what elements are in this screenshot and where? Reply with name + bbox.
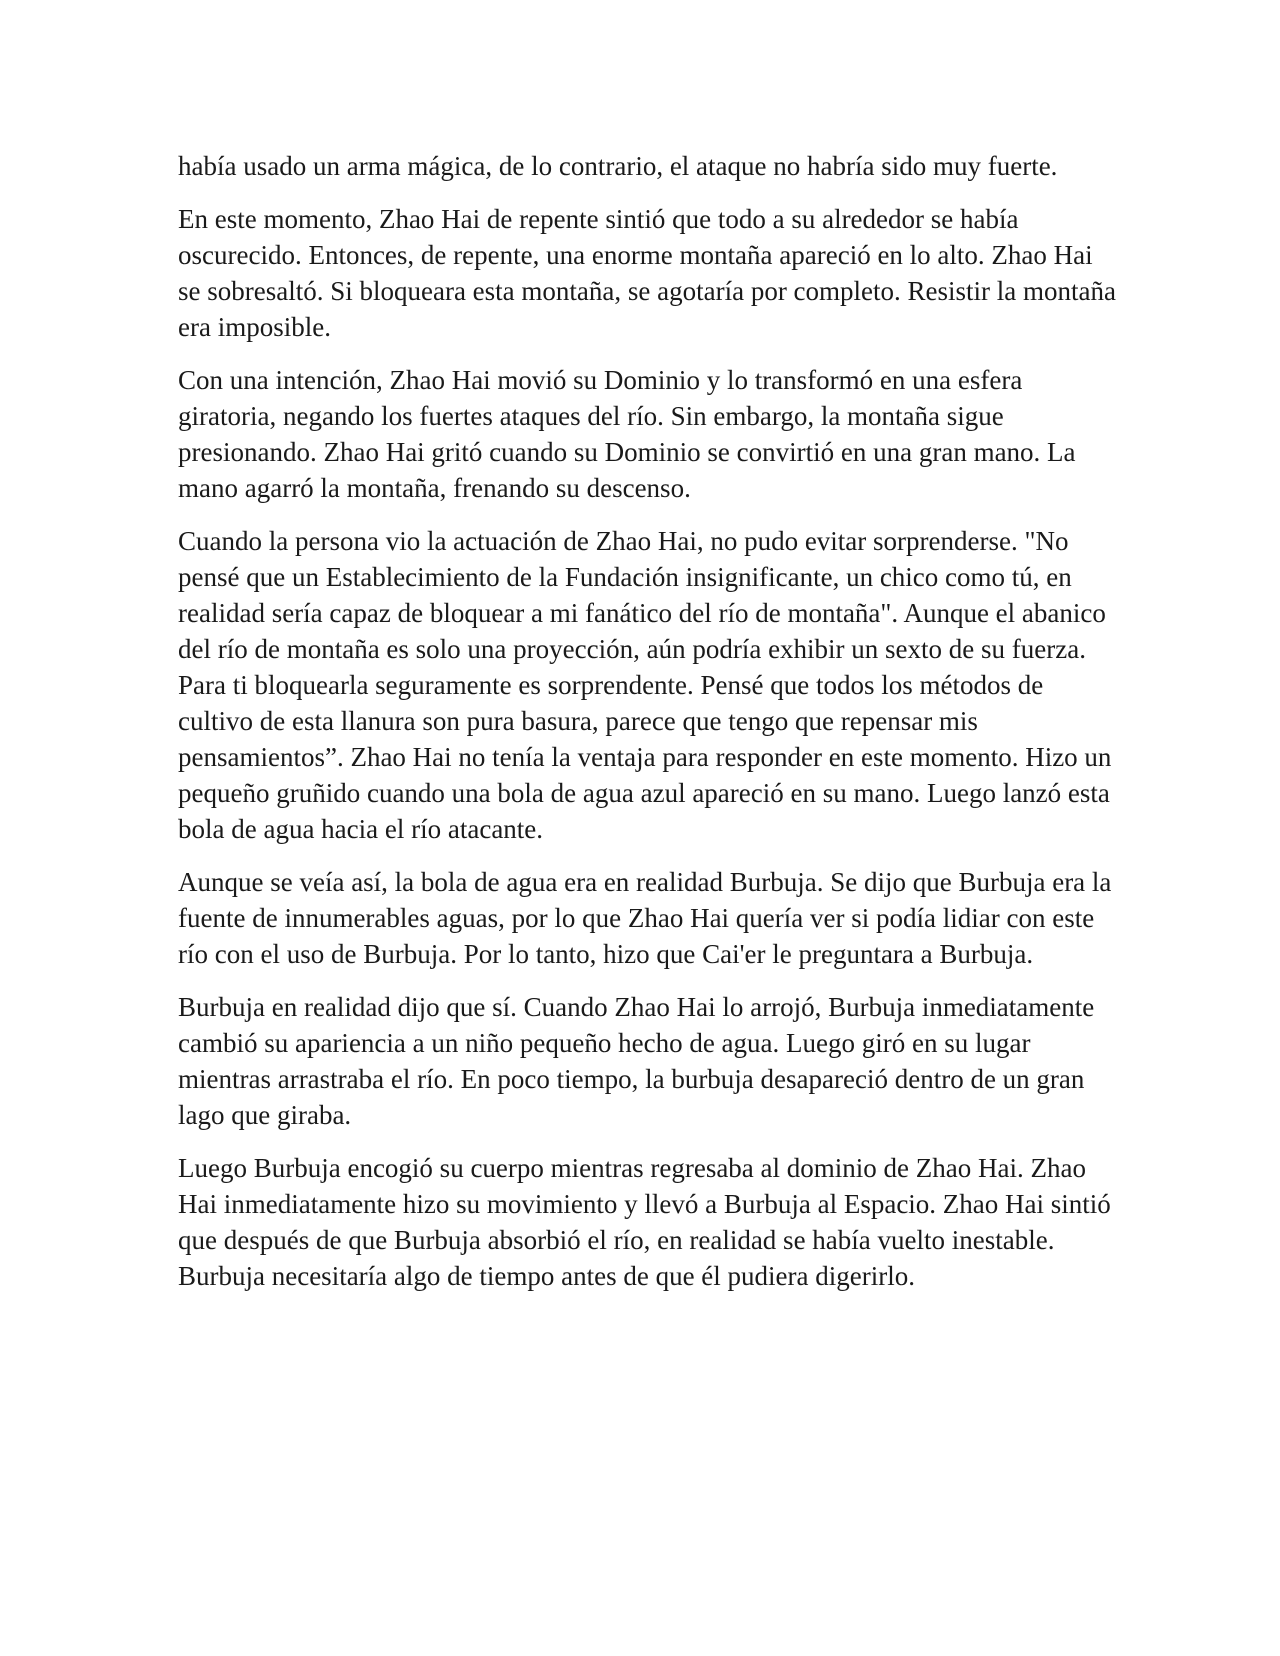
paragraph: Burbuja en realidad dijo que sí. Cuando Zhao Hai lo arrojó, Burbuja inmediatamente cambió su apariencia a un niño pequeño hecho de agua. Luego giró en su lugar mientras arrastraba el río. En poco tiempo, la burbuja desapareció dentro de un gran lago que giraba. xyxy=(178,992,1095,1130)
paragraph: Cuando la persona vio la actuación de Zhao Hai, no pudo evitar sorprenderse. "No pensé que un Establecimiento de la Fundación insignificante, un chico como tú, en realidad sería capaz de bloquear a mi fanático del río de montaña". Aunque el abanico del río de montaña es solo una proyección, aún podría exhibir un sexto de su fuerza. Para ti bloquearla seguramente es sorprendente. Pensé que todos los métodos de cultivo de esta llanura son pura basura, parece que tengo que repensar mis pensamientos”. Zhao Hai no tenía la ventaja para responder en este momento. Hizo un pequeño gruñido cuando una bola de agua azul apareció en su mano. Luego lanzó esta bola de agua hacia el río atacante. xyxy=(178,526,1112,844)
body-text xyxy=(178,148,1118,1311)
paragraph: En este momento, Zhao Hai de repente sintió que todo a su alrededor se había oscurecido. Entonces, de repente, una enorme montaña apareció en lo alto. Zhao Hai se sobresaltó. Si bloqueara esta montaña, se agotaría por completo. Resistir la montaña era imposible. xyxy=(178,204,1116,342)
paragraph: Con una intención, Zhao Hai movió su Dominio y lo transformó en una esfera giratoria, negando los fuertes ataques del río. Sin embargo, la montaña sigue presionando. Zhao Hai gritó cuando su Dominio se convirtió en una gran mano. La mano agarró la montaña, frenando su descenso. xyxy=(178,365,1076,503)
paragraph: había usado un arma mágica, de lo contrario, el ataque no habría sido muy fuerte. xyxy=(178,151,1058,181)
paragraph: Aunque se veía así, la bola de agua era en realidad Burbuja. Se dijo que Burbuja era la fuente de innumerables aguas, por lo que Zhao Hai quería ver si podía lidiar con este río con el uso de Burbuja. Por lo tanto, hizo que Cai'er le preguntara a Burbuja. xyxy=(178,867,1112,969)
paragraph: Luego Burbuja encogió su cuerpo mientras regresaba al dominio de Zhao Hai. Zhao Hai inmediatamente hizo su movimiento y llevó a Burbuja al Espacio. Zhao Hai sintió que después de que Burbuja absorbió el río, en realidad se había vuelto inestable. Burbuja necesitaría algo de tiempo antes de que él pudiera digerirlo. xyxy=(178,1153,1111,1291)
